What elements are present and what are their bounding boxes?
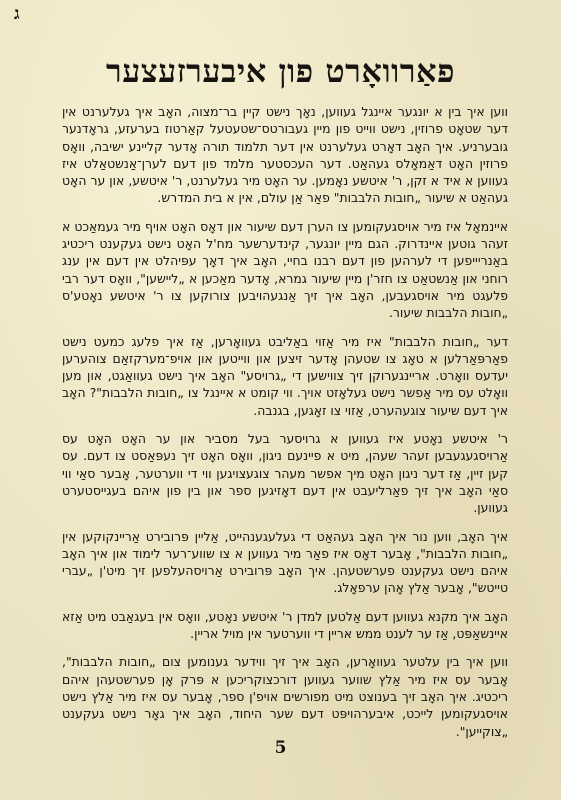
page-number: 5 [274,738,287,758]
paragraph: איינמאָל איז מיר אויסגעקומען צו הערן דעם שיעור און דאָס האָט אויף מיר געמאַכט א זעהר גוטען איינדרוק. הגם מיין יונגער, קינדערשער מח'ל האָט נישט געקענט ריכטיג באַנריייפען די לערהען פון דעם רבנו בחיי, האָב איך דאָך עפּיהלט אין דעם אין ענג רוחני און אַנשטאַט צו חזר'ן מיין שיעור גמרא, אָדער מאַכען א „ליישען", וואָס דער רבי פלעגט מיר אויסגעבען, האָב איך זיך אַנגעהויבען צורוקען צו ר' איטשע נאָטע'ס „חובות הלבבות שיעור. [62,218,508,321]
paragraph: האָב איך מקנא געווען דעם אַלטען למדן ר' איטשע נאָטע, וואָס אין בעגאַבט מיט אַזא איינשאַפּט, אַז ער לענט ממש אריין די ווערטער אין מויל אריין. [62,608,508,642]
page-letter: ג [14,4,20,24]
body-text [62,103,508,751]
paragraph: ר' איטשע נאָטע איז געווען א גרויסער בעל מסביר און ער האָט האָט עס אַרויסגעגעבען זעהר שעהן, מיט א פיינעם ניגון, וואָס האָט זיך נעפּאַסט צו דעם. עס קען זיין, אַז דער ניגון האָט מיך אפשר מעהר צוגעצויגען ווי די ווערטער, אָבער סאַי ווי סאַי האָב איך זיך פאַרליעבט אין דעם דאָזיגען ספר און בין פון איהם בעגייסטערט געווען. [62,431,508,516]
paragraph: ווען איך בין א יונגער איינגל געווען, נאָך נישט קיין בר־מצוה, האָב איך געלערנט אין דער שטאָט פרוזין, נישט ווייט פון מיין געבורטס־שטעטעל קאַרטוז בערעזע, גראָדנער גובערניע. איך האָב דאָרט געלערנט אין דער תלמוד תורה אָדער קליינע ישיבה, וואָס פרוזין האָט דאַמאָלס געהאַט. דער העכסטער מלמד פון דעם לערן־אַנשטאַלט איז געווען א איד א זקן, ר' איטשע נאָמען. ער האָט מיר געלערנט, ר' איטשע, און ער האָט געהאַט א שיעור „חובות הלבבות" פאַר אַן עולם, אין א בית המדרש. [62,104,508,206]
paragraph: ווען איך בין עלטער געוואָרען, האָב איך זיך ווידער גענומען צום „חובות הלבבות", אָבער עס איז מיר אַלץ שווער געווען דורכצוקריכען א פּרק אָן פערשטעהן איהם ריכטיג. איך האָב זיך בענוצט מיט מפורשים אויפ'ן ספר, אָבער עס איז מיר אַלץ נישט אויסגעקומען לייכט, איבערהויפּט דעם שער היחוד, האָב איך גאָר נישט געקענט „צוקייען". [62,654,508,739]
paragraph: דער „חובות הלבבות" איז מיר אַזוי באַליבט געוואָרען, אַז איך פלעג כמעט נישט פאַרפּאַרלען א טאָג צו שטעהן אָדער זיצען און ווייטען און אויפ־מערקזאַם צוהערען יעדעס וואָרט. אריינגערוקן זיך צווישען די „גרויסע" האָב איך נישט געוואַגט, און מען וואָלט עס מיר אַפשר נישט געלאָזט אויך. ווי קומט א איינגל צו „חובות הלבבות"? האָב איך דעם שיעור צוגעהערט, אַזוי צו זאָגען, בגנבה. [62,333,508,418]
page-title: פאַרוואָרט פון איבערזעצער [106,52,455,90]
paragraph: איך האָב, ווען נור איך האָב געהאַט די געלעגענהייט, אַליין פּרובירט אַריינקוקען אין „חובות הלבבות", אָבער דאָס איז פאַר מיר געווען א צו שווע־רער לימוד און איך האָב איהם נישט געקענט פערשטעהן. איך האָב פּרובירט אַרויסהעלפען זיך מיט'ן „עברי טייטש", אָבער אַלץ אָהן ערפאָלג. [62,528,508,596]
